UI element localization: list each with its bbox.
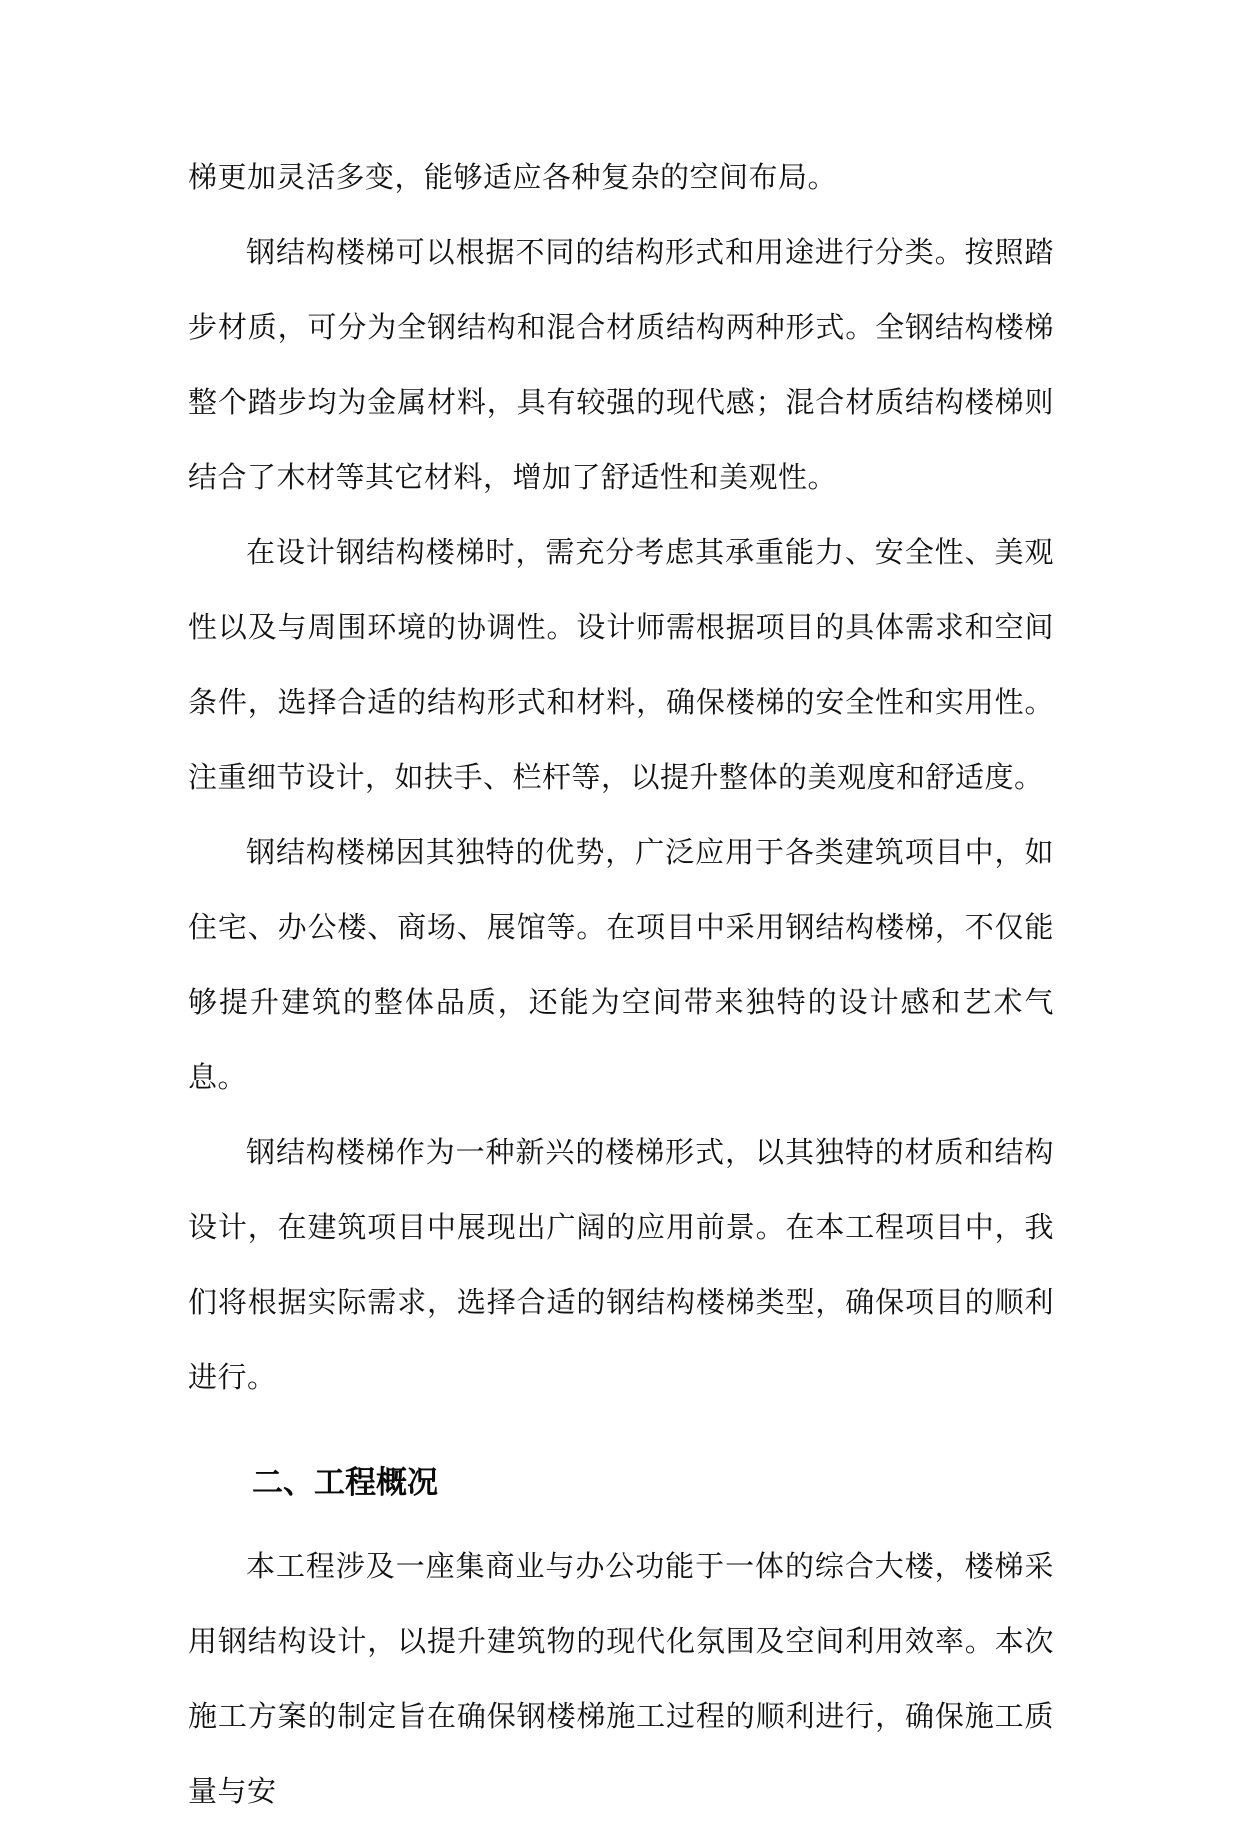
paragraph-design: 在设计钢结构楼梯时，需充分考虑其承重能力、安全性、美观性以及与周围环境的协调性。设计师需根据项目的具体需求和空间条件，选择合适的结构形式和材料，确保楼梯的安全性和实用性。注重细节设计，如扶手、栏杆等，以提升整体的美观度和舒适度。 [188, 535, 1054, 794]
paragraph-summary: 钢结构楼梯作为一种新兴的楼梯形式，以其独特的材质和结构设计，在建筑项目中展现出广阔的应用前景。在本工程项目中，我们将根据实际需求，选择合适的钢结构楼梯类型，确保项目的顺利进行。 [188, 1135, 1054, 1394]
paragraph-continuation: 梯更加灵活多变，能够适应各种复杂的空间布局。 [188, 160, 838, 194]
paragraph-application: 钢结构楼梯因其独特的优势，广泛应用于各类建筑项目中，如住宅、办公楼、商场、展馆等。在项目中采用钢结构楼梯，不仅能够提升建筑的整体品质，还能为空间带来独特的设计感和艺术气息。 [188, 835, 1054, 1094]
document-body [188, 140, 1054, 1829]
paragraph-classification: 钢结构楼梯可以根据不同的结构形式和用途进行分类。按照踏步材质，可分为全钢结构和混合材质结构两种形式。全钢结构楼梯整个踏步均为金属材料，具有较强的现代感；混合材质结构楼梯则结合了木材等其它材料，增加了舒适性和美观性。 [188, 235, 1054, 494]
paragraph-project-overview: 本工程涉及一座集商业与办公功能于一体的综合大楼，楼梯采用钢结构设计，以提升建筑物的现代化氛围及空间利用效率。本次施工方案的制定旨在确保钢楼梯施工过程的顺利进行，确保施工质量与安 [188, 1549, 1054, 1808]
section-heading: 二、工程概况 [252, 1465, 438, 1501]
